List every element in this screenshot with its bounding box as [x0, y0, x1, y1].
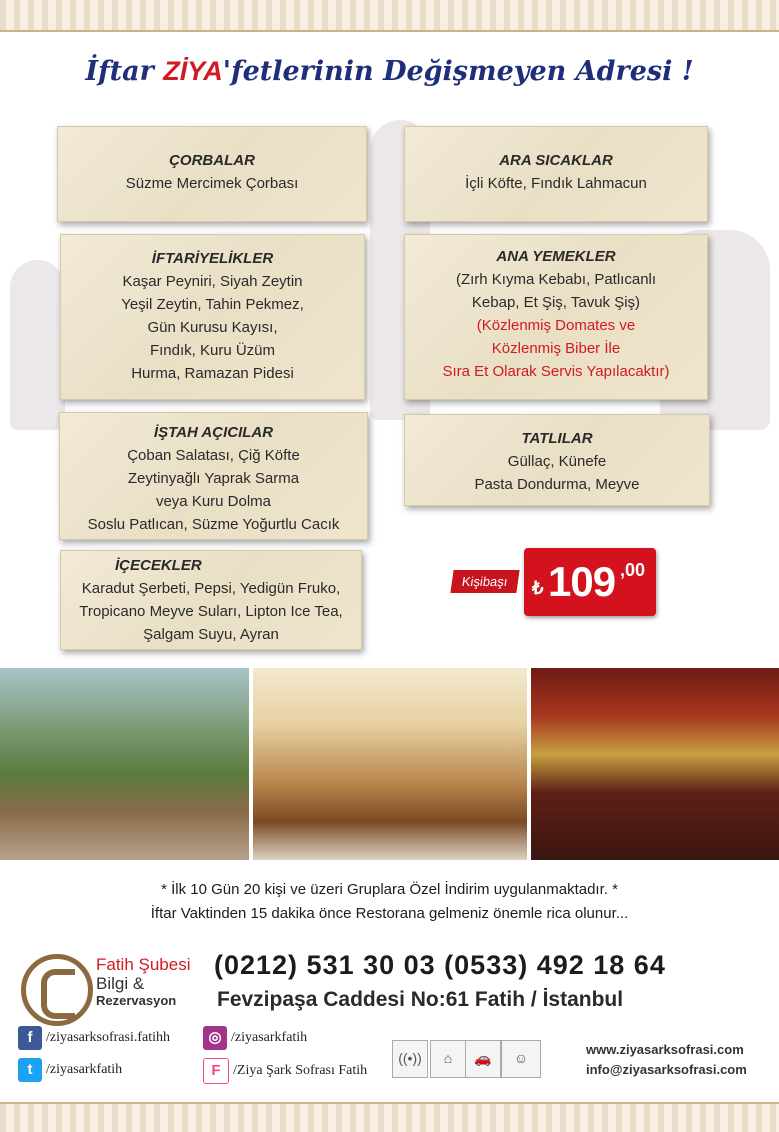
- menu-card-icecekler: [60, 550, 362, 650]
- title-prefix: İftar: [85, 56, 164, 87]
- title-suffix: 'fetlerinin Değişmeyen Adresi !: [222, 56, 694, 87]
- price-tag: [452, 548, 657, 618]
- address: Fevzipaşa Caddesi No:61 Fatih / İstanbul: [217, 988, 624, 1011]
- foursquare-handle: /Ziya Şark Sofrası Fatih: [233, 1063, 368, 1079]
- instagram-handle: /ziyasarkfatih: [231, 1030, 308, 1046]
- social-instagram[interactable]: [203, 1026, 307, 1050]
- menu-card-istah-acicilar: [59, 412, 368, 540]
- lira-icon: ₺: [532, 578, 544, 598]
- menu-card-line: veya Kuru Dolma: [155, 493, 272, 510]
- menu-card-corbalar: [57, 126, 367, 222]
- menu-card-heading: ANA YEMEKLER: [496, 248, 616, 265]
- restaurant-photo-ottoman-room: [531, 668, 779, 860]
- menu-card-heading: ÇORBALAR: [169, 152, 255, 169]
- menu-card-heading: İFTARİYELİKLER: [151, 250, 274, 267]
- mosque-icon: ⌂: [430, 1040, 466, 1078]
- menu-card-line: Kebap, Et Şiş, Tavuk Şiş): [471, 294, 641, 311]
- branch-info: [96, 955, 191, 1009]
- menu-card-line: Çoban Salatası, Çiğ Köfte: [127, 447, 300, 464]
- menu-card-highlight-line: (Közlenmiş Domates ve: [476, 317, 636, 334]
- price-label: Kişibaşı: [450, 570, 519, 593]
- price-amount: 109: [548, 558, 616, 605]
- menu-card-heading: ARA SICAKLAR: [499, 152, 613, 169]
- menu-card-ana-yemekler: [404, 234, 708, 400]
- email-link[interactable]: info@ziyasarksofrasi.com: [586, 1062, 747, 1077]
- notes: [0, 878, 779, 926]
- price-cents: ,00: [620, 560, 646, 580]
- menu-card-line: Kaşar Peyniri, Siyah Zeytin: [122, 273, 303, 290]
- menu-card-line: Hurma, Ramazan Pidesi: [131, 365, 294, 382]
- handset-icon: [41, 969, 75, 1019]
- menu-card-tatlilar: [404, 414, 710, 506]
- arrival-note: İftar Vaktinden 15 dakika önce Restorana gelmeniz önemle rica olunur...: [150, 905, 629, 922]
- menu-card-heading: İŞTAH AÇICILAR: [153, 424, 274, 441]
- menu-card-iftariyelikler: [60, 234, 365, 400]
- menu-card-line: Gün Kurusu Kayısı,: [147, 319, 278, 336]
- top-ornament-border: [0, 0, 779, 32]
- facebook-handle: /ziyasarksofrasi.fatihh: [46, 1030, 171, 1046]
- menu-card-line: Şalgam Suyu, Ayran: [143, 626, 279, 643]
- facebook-icon: f: [18, 1026, 42, 1050]
- menu-card-line: Pasta Dondurma, Meyve: [474, 476, 640, 493]
- menu-card-heading: İÇECEKLER: [115, 557, 202, 574]
- foursquare-icon: F: [203, 1058, 229, 1084]
- phone-logo-icon: [21, 954, 93, 1026]
- menu-card-line: İçli Köfte, Fındık Lahmacun: [465, 175, 647, 192]
- menu-card-ara-sicaklar: [404, 126, 708, 222]
- social-facebook[interactable]: [18, 1026, 170, 1050]
- menu-card-heading: TATLILAR: [521, 430, 593, 447]
- twitter-icon: t: [18, 1058, 42, 1082]
- discount-note: * İlk 10 Gün 20 kişi ve üzeri Gruplara Özel İndirim uygulanmaktadır. *: [161, 881, 618, 898]
- restaurant-photo-dining-hall: [253, 668, 527, 860]
- bottom-ornament-border: [0, 1102, 779, 1132]
- menu-card-line: Süzme Mercimek Çorbası: [125, 175, 299, 192]
- menu-card-line: Zeytinyağlı Yaprak Sarma: [127, 470, 300, 487]
- family-icon: ☺: [501, 1040, 541, 1078]
- website-link[interactable]: www.ziyasarksofrasi.com: [586, 1042, 744, 1057]
- contact-web: [586, 1040, 747, 1080]
- menu-card-line: Yeşil Zeytin, Tahin Pekmez,: [121, 296, 304, 313]
- menu-card-highlight-line: Közlenmiş Biber İle: [491, 340, 621, 357]
- menu-card-line: Güllaç, Künefe: [507, 453, 607, 470]
- twitter-handle: /ziyasarkfatih: [46, 1062, 123, 1078]
- menu-card-line: (Zırh Kıyma Kebabı, Patlıcanlı: [455, 271, 657, 288]
- brand-name: ZİYA: [163, 56, 223, 86]
- page-title: [0, 56, 779, 87]
- menu-card-line: Tropicano Meyve Suları, Lipton Ice Tea,: [79, 603, 343, 620]
- instagram-icon: ◎: [203, 1026, 227, 1050]
- menu-card-line: Soslu Patlıcan, Süzme Yoğurtlu Cacık: [87, 516, 340, 533]
- parking-icon: 🚗: [465, 1040, 501, 1078]
- background-lantern-decoration: [10, 260, 65, 430]
- phone-numbers[interactable]: (0212) 531 30 03 (0533) 492 18 64: [214, 950, 666, 980]
- menu-card-line: Fındık, Kuru Üzüm: [149, 342, 276, 359]
- social-twitter[interactable]: [18, 1058, 122, 1082]
- branch-info-label: Bilgi &: [96, 974, 145, 993]
- social-foursquare[interactable]: [203, 1058, 367, 1084]
- branch-reservation-label: Rezervasyon: [96, 993, 177, 1008]
- wireless-icon: ((•)): [392, 1040, 428, 1078]
- menu-card-highlight-line: Sıra Et Olarak Servis Yapılacaktır): [442, 363, 670, 380]
- branch-name: Fatih Şubesi: [96, 955, 191, 974]
- menu-card-line: Karadut Şerbeti, Pepsi, Yedigün Fruko,: [81, 580, 341, 597]
- restaurant-photo-terrace: [0, 668, 249, 860]
- price-box: [524, 548, 656, 616]
